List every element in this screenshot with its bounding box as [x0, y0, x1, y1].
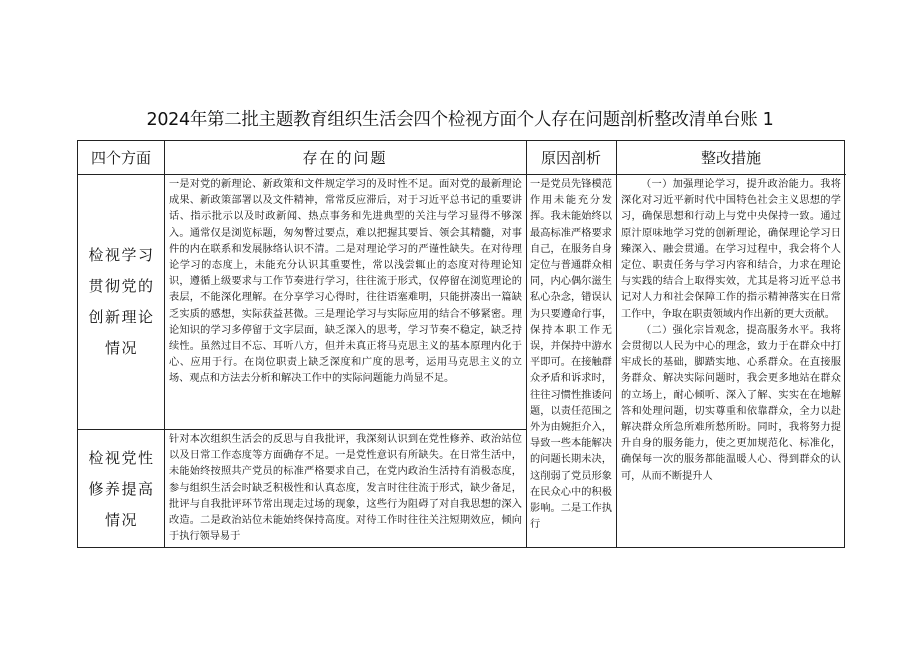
problems-theory-study: 一是对党的新理论、新政策和文件规定学习的及时性不足。面对党的最新理论成果、新政策部署以及文件精神，常常反应滞后，对于习近平总书记的重要讲话、指示批示以及时政新闻、热点事务和先进典型的关注与学习显得不够深入。通常仅是浏览标题，匆匆瞥过要点，难以把握其要旨、领会其精髓，对事件的内在联系和发展脉络认识不清。二是对理论学习的严谨性缺失。在对待理论学习的态度上，未能充分认识其重要性，常以浅尝辄止的态度对待理论知识，遵循上级要求与工作节奏进行学习，往往流于形式，仅停留在浏览理论的表层，不能深化理解。在分享学习心得时，往往语塞难明，只能拼凑出一篇缺乏实质的感想，实际获益甚微。三是理论学习与实际应用的结合不够紧密。理论知识的学习多停留于文字层面，缺乏深入的思考，学习节奏不稳定，缺乏持续性。虽然过目不忘、耳听八方，但并未真正将马克思主义的基本原理内化于心、应用于行。在岗位职责上缺乏深度和广度的思考，运用马克思主义的立场、观点和方法去分析和解决工作中的实际问题能力尚显不足。: [169, 179, 522, 385]
table-divider: [78, 174, 846, 175]
header-measures: 整改措施: [700, 149, 761, 167]
table-divider: [616, 141, 617, 547]
header-aspects: 四个方面: [90, 149, 151, 167]
rectification-table: [77, 140, 845, 548]
category-party-spirit: 检视党性修养提高情况: [88, 448, 155, 529]
document-title: 2024年第二批主题教育组织生活会四个检视方面个人存在问题剖析整改清单台账 1: [146, 110, 774, 130]
measure-service: （二）强化宗旨观念，提高服务水平。我将会贯彻以人民为中心的理念，致力于在群众中打牢成长的基础，脚踏实地、心系群众。在直接服务群众、解决实际问题时，我会更多地站在群众的立场上，耐心倾听、深入了解、实实在在地解答和处理问题，切实尊重和依靠群众，全力以赴解决群众所急所难所愁所盼。同时，我将努力提升自身的服务能力，使之更加规范化、标准化，确保每一次的服务都能温暖人心、得到群众的认可，从而不断提升人: [621, 324, 841, 482]
table-divider: [526, 141, 527, 547]
header-problems: 存在的问题: [302, 149, 388, 167]
category-theory-study: 检视学习贯彻党的创新理论情况: [88, 246, 155, 357]
problems-party-spirit: 针对本次组织生活会的反思与自我批评，我深刻认识到在党性修养、政治站位以及日常工作态度等方面确存不足。一是党性意识有所缺失。在日常生活中，未能始终按照共产党员的标准严格要求自己，在党内政治生活持有消极态度，参与组织生活会时缺乏积极性和认真态度，发言时往往流于形式，缺少备足，批评与自我批评环节常出现走过场的现象，这些行为阻碍了对自我思想的深入改造。二是政治站位未能始终保持高度。对待工作时往往关注短期效应，倾向于执行领导易于: [169, 434, 522, 543]
header-causes: 原因剖析: [540, 149, 601, 167]
measure-theory-study: （一）加强理论学习，提升政治能力。我将深化对习近平新时代中国特色社会主义思想的学习，确保思想和行动上与党中央保持一致。通过原汁原味地学习党的创新理论，确保理论学习日臻深入、融会贯通。在学习过程中，我会将个人定位、职责任务与学习内容和结合，力求在理论与实践的结合上取得实效，尤其是将习近平总书记对人力和社会保障工作的指示精神落实在日常工作中，争取在职责领域内作出新的更大贡献。: [621, 179, 841, 320]
cause-analysis-text: 一是党员先锋模范作用未能充分发挥。我未能始终以最高标准严格要求自己，在服务自身定位与普通群众相同，内心偶尔滋生私心杂念，错误认为只要遵命行事，保持本职工作无误，并保持中游水平即可。在接触群众矛盾和诉求时，往往习惯性推诿问题，以责任范围之外为由婉拒介入，导致一些本能解决的问题长期未决，这削弱了党员形象在民众心中的积极影响。二是工作执行: [530, 179, 612, 531]
measures-text: [621, 177, 843, 545]
